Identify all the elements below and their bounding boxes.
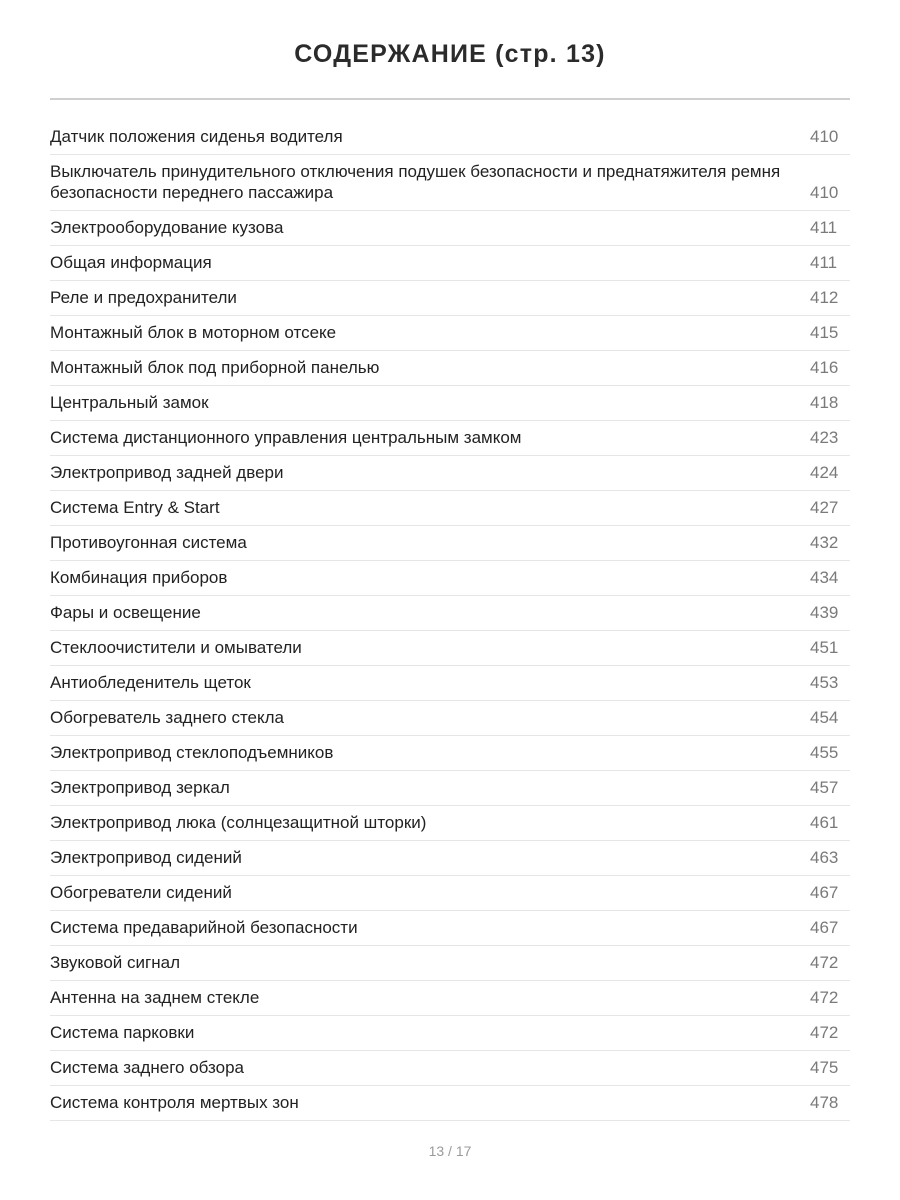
toc-entry[interactable] [50, 596, 850, 631]
toc-entry-title: Центральный замок [50, 393, 209, 412]
toc-entry-page: 412 [810, 288, 839, 307]
toc-entry[interactable] [50, 806, 850, 841]
toc-entry-title: Электропривод стеклоподъемников [50, 743, 334, 762]
toc-entry-title: Электрооборудование кузова [50, 218, 284, 237]
toc-entry-page: 454 [810, 708, 839, 727]
toc-entry-title: Звуковой сигнал [50, 953, 180, 972]
toc-entry[interactable] [50, 736, 850, 771]
toc-entry[interactable] [50, 631, 850, 666]
toc-entry[interactable] [50, 876, 850, 911]
toc-entry-page: 475 [810, 1058, 839, 1077]
toc-entry[interactable] [50, 701, 850, 736]
toc-entry-title: Электропривод зеркал [50, 778, 230, 797]
toc-entry[interactable] [50, 456, 850, 491]
toc-entry-page: 463 [810, 848, 839, 867]
toc-entry-title: Антиобледенитель щеток [50, 673, 251, 692]
toc-entry-title: Электропривод люка (солнцезащитной шторки) [50, 813, 427, 832]
toc-entry-page: 455 [810, 743, 839, 762]
toc-entry[interactable] [50, 771, 850, 806]
toc-entry-title: Монтажный блок под приборной панелью [50, 358, 380, 377]
toc-entry-title: Выключатель принудительного отключения подушек безопасности и преднатяжителя ремня безопасности переднего пассажира [50, 162, 781, 202]
toc-entry-page: 410 [810, 127, 839, 146]
toc-entry-title: Антенна на заднем стекле [50, 988, 260, 1007]
page-title: СОДЕРЖАНИЕ (стр. 13) [294, 40, 606, 68]
toc-entry[interactable] [50, 666, 850, 701]
toc-entry-title: Система заднего обзора [50, 1058, 244, 1077]
toc-entry-page: 472 [810, 953, 839, 972]
toc-entry-page: 424 [810, 463, 839, 482]
toc-entry-title: Система дистанционного управления центральным замком [50, 428, 522, 447]
toc-entry[interactable] [50, 155, 850, 211]
toc-entry[interactable] [50, 211, 850, 246]
toc-entry-page: 432 [810, 533, 839, 552]
title-divider [50, 98, 850, 100]
toc-entry-page: 423 [810, 428, 839, 447]
toc-entry-page: 416 [810, 358, 839, 377]
page-number: 13 / 17 [428, 1143, 472, 1159]
toc-entry[interactable] [50, 421, 850, 456]
toc-entry-page: 427 [810, 498, 839, 517]
toc-entry-page: 415 [810, 323, 839, 342]
toc-entry[interactable] [50, 911, 850, 946]
toc-entry[interactable] [50, 1051, 850, 1086]
toc-entry-title: Система предаварийной безопасности [50, 918, 358, 937]
toc-entry[interactable] [50, 386, 850, 421]
toc-entry-page: 472 [810, 1023, 839, 1042]
toc-entry[interactable] [50, 1016, 850, 1051]
toc-entry-title: Фары и освещение [50, 603, 201, 622]
table-of-contents [50, 120, 850, 1121]
toc-entry-title: Противоугонная система [50, 533, 247, 552]
toc-entry-page: 451 [810, 638, 839, 657]
toc-entry[interactable] [50, 281, 850, 316]
toc-entry-page: 418 [810, 393, 839, 412]
toc-entry[interactable] [50, 351, 850, 386]
toc-entry-title: Комбинация приборов [50, 568, 228, 587]
toc-entry-page: 410 [810, 183, 839, 202]
toc-entry-title: Система контроля мертвых зон [50, 1093, 299, 1112]
toc-entry-page: 434 [810, 568, 839, 587]
toc-entry[interactable] [50, 946, 850, 981]
toc-entry-title: Стеклоочистители и омыватели [50, 638, 302, 657]
toc-entry-title: Электропривод задней двери [50, 463, 284, 482]
toc-entry-title: Датчик положения сиденья водителя [50, 127, 343, 146]
toc-entry-title: Реле и предохранители [50, 288, 237, 307]
toc-entry-page: 467 [810, 883, 839, 902]
toc-entry-title: Обогреватель заднего стекла [50, 708, 284, 727]
toc-entry-page: 467 [810, 918, 839, 937]
toc-entry-page: 472 [810, 988, 839, 1007]
toc-entry[interactable] [50, 1086, 850, 1121]
toc-entry[interactable] [50, 561, 850, 596]
toc-entry-title: Общая информация [50, 253, 212, 272]
toc-entry-page: 439 [810, 603, 839, 622]
toc-entry[interactable] [50, 981, 850, 1016]
toc-entry-page: 478 [810, 1093, 839, 1112]
toc-entry[interactable] [50, 526, 850, 561]
toc-entry-title: Электропривод сидений [50, 848, 242, 867]
toc-entry-page: 457 [810, 778, 839, 797]
toc-entry[interactable] [50, 841, 850, 876]
toc-entry-page: 453 [810, 673, 839, 692]
toc-entry-title: Система парковки [50, 1023, 195, 1042]
toc-entry[interactable] [50, 316, 850, 351]
toc-entry[interactable] [50, 491, 850, 526]
toc-entry-page: 461 [810, 813, 839, 832]
toc-entry-page: 411 [810, 253, 838, 272]
toc-entry-title: Система Entry & Start [50, 498, 220, 517]
toc-entry[interactable] [50, 246, 850, 281]
toc-entry[interactable] [50, 120, 850, 155]
toc-entry-title: Обогреватели сидений [50, 883, 232, 902]
toc-entry-page: 411 [810, 218, 838, 237]
toc-entry-title: Монтажный блок в моторном отсеке [50, 323, 337, 342]
